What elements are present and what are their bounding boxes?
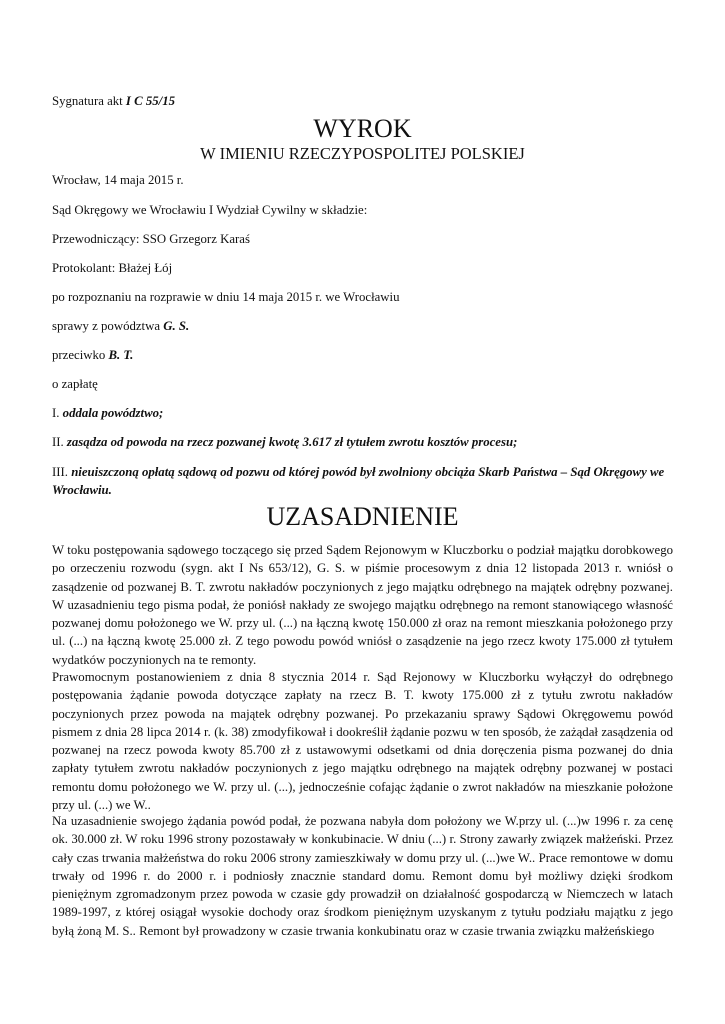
plaintiff-name: G. S. [163,319,190,333]
place-date: Wrocław, 14 maja 2015 r. [52,173,184,187]
ruling-text: oddala powództwo; [62,406,164,420]
plaintiff-prefix: sprawy z powództwa [52,319,164,333]
court-composition: Sąd Okręgowy we Wrocławiu I Wydział Cywilny w składzie: [52,203,368,217]
defendant-name: B. T. [108,348,134,362]
ruling-item [52,463,673,499]
plaintiff-line [52,318,189,334]
case-signature [52,93,175,109]
case-subject: o zapłatę [52,377,98,391]
defendant-line [52,347,133,363]
signature-prefix: Sygnatura akt [52,94,126,108]
document-subtitle: W IMIENIU RZECZYPOSPOLITEJ POLSKIEJ [200,144,525,163]
ruling-item [52,405,163,421]
justification-paragraph: Prawomocnym postanowieniem z dnia 8 stycznia 2014 r. Sąd Rejonowy w Kluczborku wyłączył do odrębnego postępowania żądanie powoda dotyczące zapłaty na rzecz B. T. kwoty 175.000 zł z tytułu zwrotu nakładów poczynionych przez powoda na majątek odrębny pozwanej. Po przekazaniu sprawy Sądowi Okręgowemu powód pismem z dnia 28 lipca 2014 r. (k. 38) zmodyfikował i dookreślił żądanie pozwu w ten sposób, że zażądał zasądzenia od pozwanej na rzecz powoda kwoty 85.700 zł z ustawowymi odsetkami od dnia doręczenia pisma pozwanej do dnia zapłaty tytułem zwrotu nakładów poczynionych z jego majątku odrębnego na majątek odrębny pozwanej w postaci remontu domu położonego we W. przy ul. (...), jednocześnie cofając żądanie o zwrot nakładów na mieszkanie położone przy ul. (...) we W.. [52,670,673,813]
hearing-info: po rozpoznaniu na rozprawie w dniu 14 maja 2015 r. we Wrocławiu [52,290,400,304]
document-title: WYROK [313,114,412,143]
ruling-item [52,434,517,450]
ruling-text: nieuiszczoną opłatą sądową od pozwu od której powód był zwolniony obciąża Skarb Państwa – Sąd Okręgowy we Wrocławiu. [52,465,665,497]
ruling-number: I. [52,406,63,420]
justification-title: UZASADNIENIE [266,502,459,531]
court-clerk: Protokolant: Błażej Łój [52,261,173,275]
ruling-text: zasądza od powoda na rzecz pozwanej kwotę 3.617 zł tytułem zwrotu kosztów procesu; [66,435,518,449]
presiding-judge: Przewodniczący: SSO Grzegorz Karaś [52,232,250,246]
justification-paragraph: Na uzasadnienie swojego żądania powód podał, że pozwana nabyła dom położony we W.przy ul. (...)w 1996 r. za cenę ok. 30.000 zł. W roku 1996 strony pozostawały w konkubinacie. W dniu (...) r. Strony zawarły związek małżeński. Przez cały czas trwania małżeństwa do roku 2006 strony zamieszkiwały w domu przy ul. (...)we W.. Prace remontowe w domu trwały od 1996 r. do 2000 r. i podniosły znacznie standard domu. Remont domu był możliwy dzięki środkom pieniężnym zgromadzonym przez powoda w czasie gdy prowadził on działalność gospodarczą w Niemczech w latach 1989-1997, z której osiągał wysokie dochody oraz środkom pieniężnym uzyskanym z tytułu podziału majątku z jego byłą żoną M. S.. Remont był prowadzony w czasie trwania konkubinatu oraz w czasie trwania związku małżeńskiego [52,814,673,938]
justification-paragraph: W toku postępowania sądowego toczącego się przed Sądem Rejonowym w Kluczborku o podział majątku dorobkowego po orzeczeniu rozwodu (sygn. akt I Ns 653/12), G. S. w piśmie procesowym z dnia 12 listopada 2013 r. wniósł o zasądzenie od pozwanej B. T. zwrotu nakładów poczynionych z jego majątku odrębnego na majątek odrębny pozwanej. W uzasadnieniu tego pisma podał, że poniósł nakłady ze swojego majątku odrębnego na remont stanowiącego własność pozwanej domu położonego we W. przy ul. (...) na łączną kwotę 150.000 zł oraz na remont mieszkania położonego przy ul. (...) na łączną kwotę 25.000 zł. Z tego powodu powód wniósł o zasądzenie na jego rzecz kwoty 175.000 zł tytułem wydatków poczynionych na te remonty. [52,543,673,667]
signature-value: I C 55/15 [125,94,175,108]
ruling-number: III. [52,465,72,479]
ruling-number: II. [52,435,67,449]
defendant-prefix: przeciwko [52,348,109,362]
